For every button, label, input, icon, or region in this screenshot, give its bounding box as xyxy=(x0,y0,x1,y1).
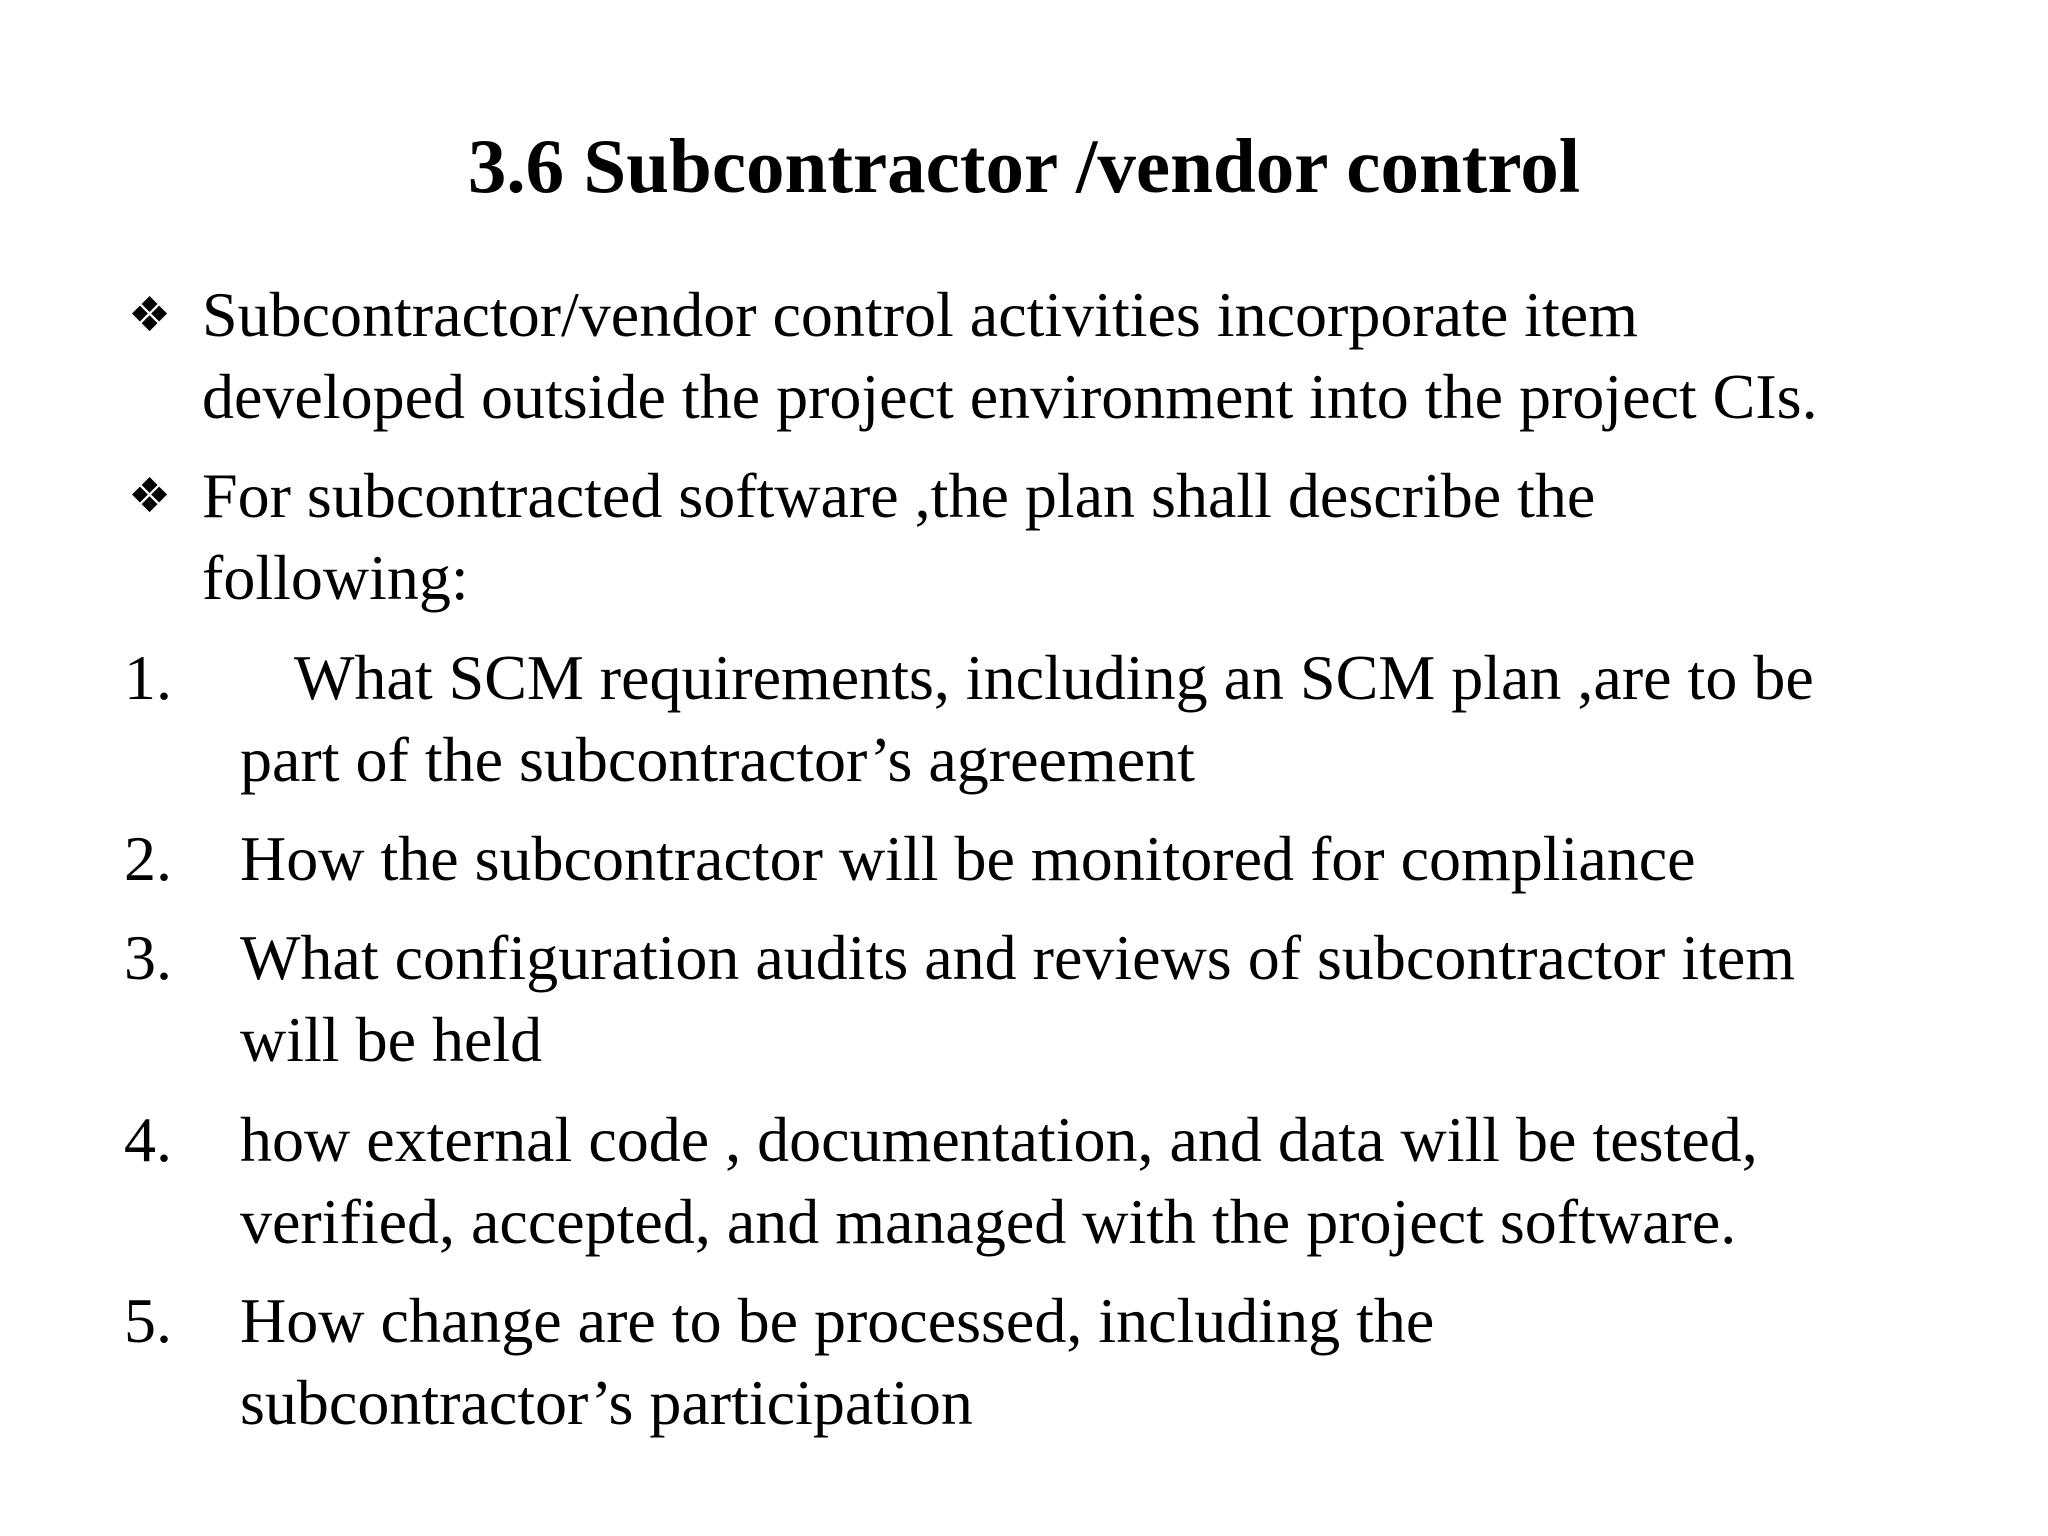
numbered-line: verified, accepted, and managed with the project software. xyxy=(240,1186,1737,1257)
bullet-line: For subcontracted software ,the plan shall describe the xyxy=(202,460,1596,531)
bullet-line: Subcontractor/vendor control activities incorporate item xyxy=(202,279,1638,350)
numbered-line: How change are to be processed, including the xyxy=(240,1285,1435,1356)
numbered-line: how external code , documentation, and data will be tested, xyxy=(240,1104,1758,1175)
numbered-line: What SCM requirements, including an SCM plan ,are to be xyxy=(294,642,1814,713)
bullet-line: following: xyxy=(202,542,469,613)
list-number: 3. xyxy=(124,922,172,993)
numbered-line: part of the subcontractor’s agreement xyxy=(240,724,1195,795)
slide-title: 3.6 Subcontractor /vendor control xyxy=(467,123,1581,209)
list-number: 4. xyxy=(124,1104,172,1175)
bullet-line: developed outside the project environment into the project CIs. xyxy=(202,361,1818,432)
numbered-line: What configuration audits and reviews of subcontractor item xyxy=(240,922,1796,993)
numbered-text xyxy=(240,917,2040,1081)
numbered-line: subcontractor’s participation xyxy=(240,1367,973,1438)
numbered-line: How the subcontractor will be monitored for compliance xyxy=(240,823,1696,894)
list-number: 2. xyxy=(124,823,172,894)
bullet-text xyxy=(202,455,2002,619)
diamond-bullet-icon: ❖ xyxy=(128,468,172,524)
numbered-line: will be held xyxy=(240,1004,543,1075)
numbered-text xyxy=(240,1099,2040,1263)
list-number: 1. xyxy=(124,642,172,713)
numbered-text xyxy=(240,637,2040,801)
diamond-bullet-icon: ❖ xyxy=(128,287,172,343)
list-number: 5. xyxy=(124,1285,172,1356)
numbered-text xyxy=(240,1280,2040,1444)
numbered-text xyxy=(240,818,2040,900)
bullet-text xyxy=(202,274,2002,438)
